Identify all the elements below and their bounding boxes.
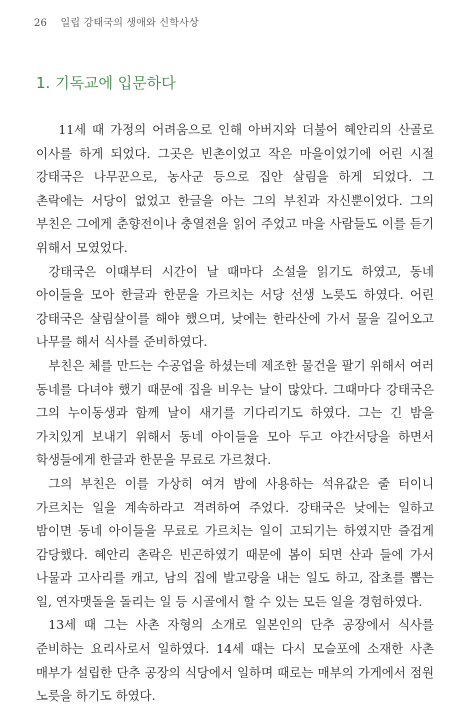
paragraph: 그의 부친은 이를 가상히 여겨 밤에 사용하는 석유값은 줄 터이니 가르치는 일을 계속하라고 격려하여 주었다. 강태국은 낮에는 일하고 밤이면 동네 아이들을 무료로 가르치는 일이 고되기는 하였지만 즐겁게 감당했다. 혜안리 촌락은 빈곤하였기 때문에 봄이 되면 산과 들에 가서 나물과 고사리를 캐고, 남의 집에 발고랑을 내는 일도 하고, 잡초를 뽑는 일, 연자맷돌을 돌리는 일 등 시골에서 할 수 있는 모든 일을 경험하였다.: [36, 475, 434, 609]
running-header: [34, 14, 199, 29]
paragraph: 13세 때 그는 사촌 자형의 소개로 일본인의 단추 공장에서 식사를 준비하는 요리사로서 일하였다. 14세 때는 다시 모슬포에 소재한 사촌 매부가 설립한 단추 공장의 식당에서 일하며 때로는 매부의 가게에서 점원 노릇을 하기도 하였다.: [36, 617, 434, 704]
paragraph: 11세 때 가정의 어려움으로 인해 아버지와 더불어 혜안리의 산골로 이사를 하게 되었다. 그곳은 빈촌이었고 작은 마을이었기에 어린 시절 강태국은 나무꾼으로, 농사군 등으로 집안 살림을 하게 되었다. 그 촌락에는 서당이 없었고 한글을 아는 그의 부친과 자신뿐이었다. 그의 부친은 그에게 춘향전이나 충열젼을 읽어 주었고 마을 사람들도 이를 듣기 위해서 모였었다.: [36, 122, 434, 255]
section-title: 1. 기독교에 입문하다: [36, 74, 176, 92]
running-title: 일립 강태국의 생애와 신학사상: [60, 18, 199, 29]
paragraph: 부친은 체를 만드는 수공업을 하셨는데 제조한 물건을 팔기 위해서 여러 동네를 다녀야 했기 때문에 집을 비우는 날이 많았다. 그때마다 강태국은 그의 누이동생과 함께 날이 새기를 기다리기도 하였다. 그는 긴 밤을 가치있게 보내기 위해서 동네 아이들을 모아 두고 야간서당을 하면서 학생들에게 한글과 한문을 무료로 가르쳤다.: [36, 357, 434, 468]
paragraph: 강태국은 이때부터 시간이 날 때마다 소설을 읽기도 하였고, 동네 아이들을 모아 한글과 한문을 가르치는 서당 선생 노릇도 하였다. 어린 강태국은 살림살이를 해야 했으며, 낮에는 한라산에 가서 물을 길어오고 나무를 해서 식사를 준비하였다.: [36, 263, 434, 350]
page-number: 26: [34, 18, 48, 29]
body-text: [36, 118, 434, 708]
